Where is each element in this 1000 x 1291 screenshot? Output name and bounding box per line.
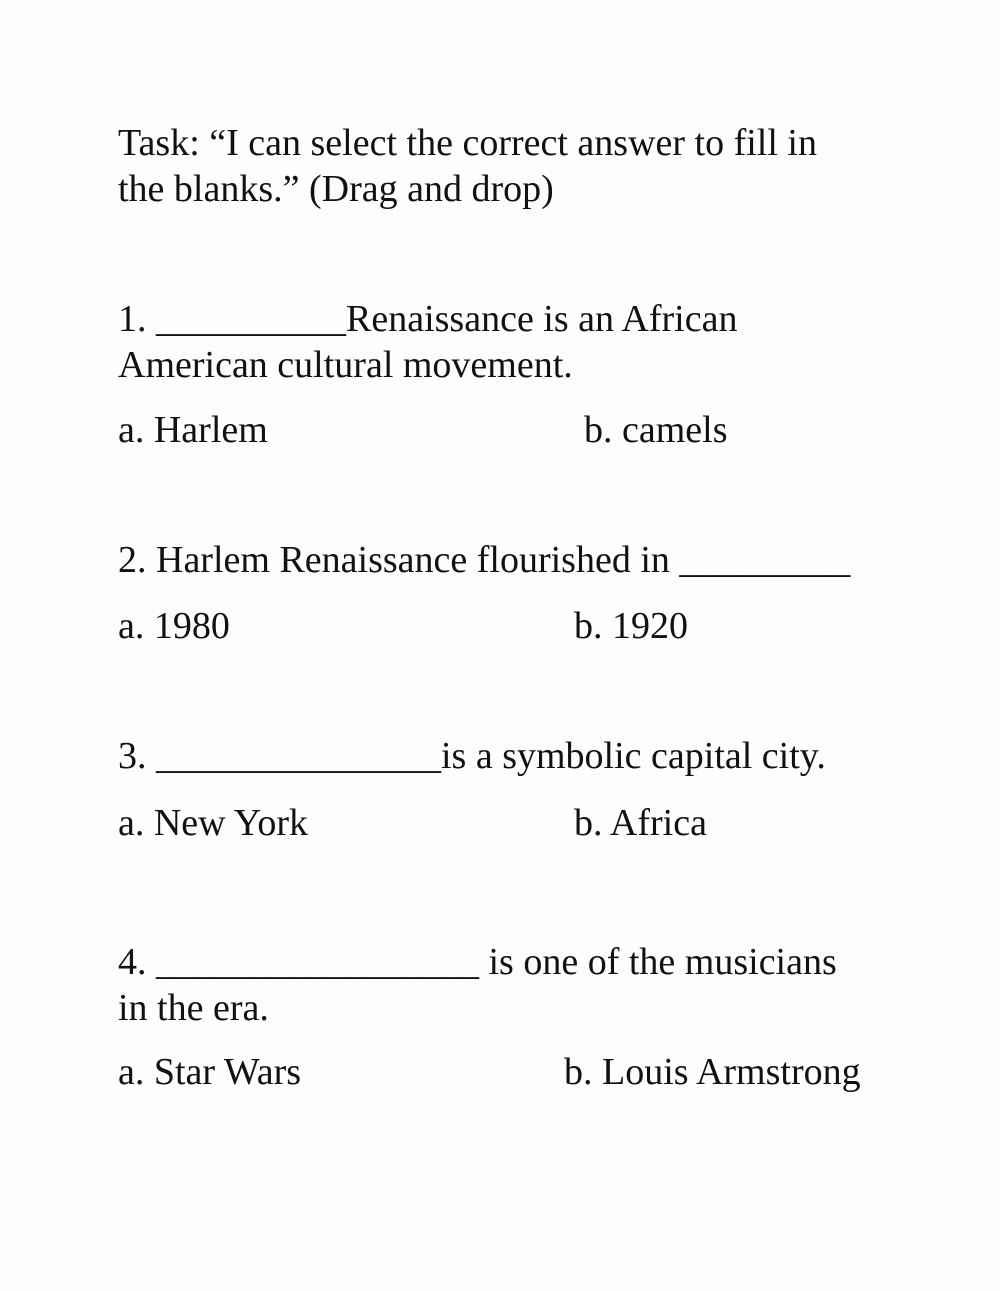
question-3-option-a[interactable]: a. New York [118,802,308,844]
task-instruction-line-1: Task: “I can select the correct answer to fill in [118,122,817,164]
question-4-option-a[interactable]: a. Star Wars [118,1051,302,1093]
question-4-text-line-1: 4. _________________ is one of the musicians [118,941,837,983]
question-3-text-line-1: 3. _______________is a symbolic capital city. [118,735,826,777]
question-3-option-b[interactable]: b. Africa [574,802,707,844]
task-instruction-line-2: the blanks.” (Drag and drop) [118,168,554,210]
question-1-option-b[interactable]: b. camels [584,409,728,451]
question-2-option-a[interactable]: a. 1980 [118,605,230,647]
question-1-option-a[interactable]: a. Harlem [118,409,268,451]
question-1-text-line-2: American cultural movement. [118,344,573,386]
question-1-text-line-1: 1. __________Renaissance is an African [118,298,738,340]
question-2-option-b[interactable]: b. 1920 [574,605,688,647]
question-4-text-line-2: in the era. [118,987,269,1029]
question-4-option-b[interactable]: b. Louis Armstrong [564,1051,861,1093]
question-2-text-line-1: 2. Harlem Renaissance flourished in _________ [118,539,851,581]
